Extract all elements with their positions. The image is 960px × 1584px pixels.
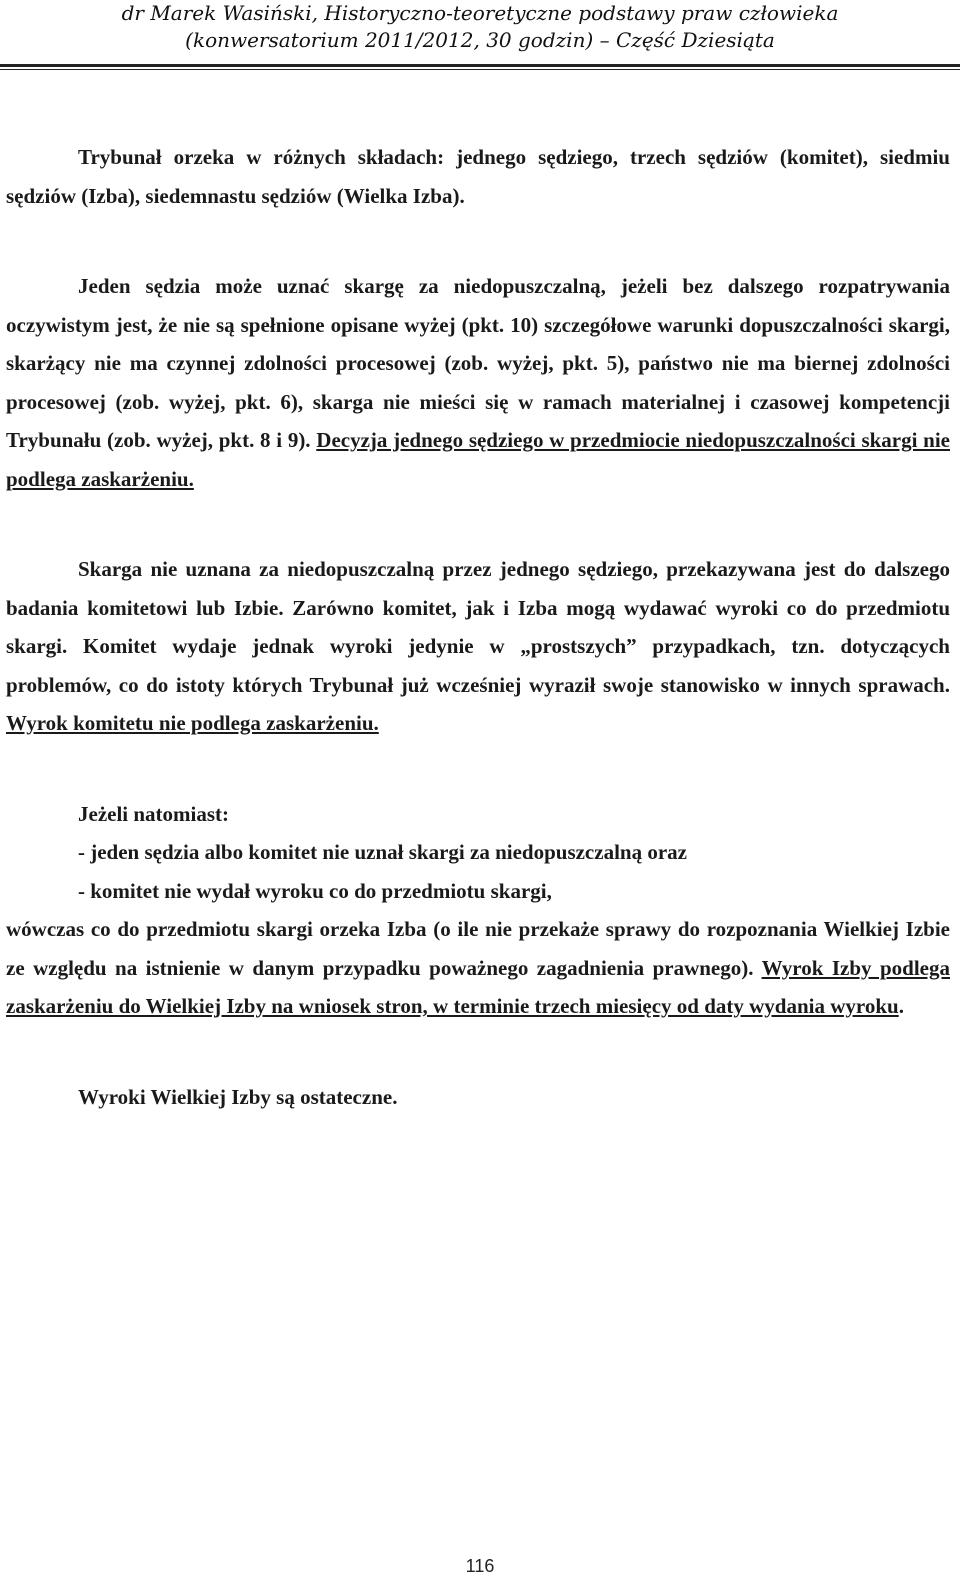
paragraph-spacer (6, 498, 950, 550)
condition-item: - jeden sędzia albo komitet nie uznał skargi za niedopuszczalną oraz (78, 840, 687, 864)
document-body (6, 138, 950, 1116)
header-divider (0, 64, 960, 67)
paragraph-text: Jeden sędzia może uznać skargę za niedopuszczalną, jeżeli bez dalszego rozpatrywania oczywistym jest, że nie są spełnione opisane wyżej (pkt. 10) szczegółowe warunki dopuszczalności skargi, skarżący nie ma czynnej zdolności procesowej (zob. wyżej, pkt. 5), państwo nie ma biernej zdolności procesowej (zob. wyżej, pkt. 6), skarga nie mieści się w ramach materialnej i czasowej kompetencji Trybunału (zob. wyżej, pkt. 8 i 9). (6, 274, 950, 452)
header-divider-thin (0, 69, 960, 70)
paragraph-grand-chamber: Wyroki Wielkiej Izby są ostateczne. (78, 1084, 398, 1109)
paragraph-text: Skarga nie uznana za niedopuszczalną przez jednego sędziego, przekazywana jest do dalszego badania komitetowi lub Izbie. Zarówno komitet, jak i Izba mogą wydawać wyroki co do przedmiotu skargi. Komitet wydaje jednak wyroki jedynie w „prostszych” przypadkach, tzn. dotyczących problemów, co do istoty których Trybunał już wcześniej wyraził swoje stanowisko w innych sprawach. (6, 557, 950, 697)
conditions-intro: Jeżeli natomiast: (78, 801, 230, 826)
paragraph-single-judge (6, 267, 950, 498)
underlined-statement: Wyrok komitetu nie podlega zaskarżeniu. (6, 711, 379, 735)
paragraph-spacer (6, 215, 950, 267)
paragraph-text: wówczas co do przedmiotu skargi orzeka Izba (o ile nie przekaże sprawy do rozpoznania Wielkiej Izbie ze względu na istnienie w danym przypadku poważnego zagadnienia prawnego). (6, 917, 950, 980)
header-author-title: dr Marek Wasiński, Historyczno-teoretyczne podstawy praw człowieka (121, 1, 839, 25)
page-number: 116 (465, 1556, 495, 1576)
header-course-info: (konwersatorium 2011/2012, 30 godzin) – Część Dziesiąta (185, 28, 775, 52)
paragraph-spacer (6, 743, 950, 795)
paragraph-spacer (6, 1026, 950, 1078)
paragraph-court-compositions: Trybunał orzeka w różnych składach: jednego sędziego, trzech sędziów (komitet), siedmiu sędziów (Izba), siedemnastu sędziów (Wielka Izba). (6, 145, 950, 208)
paragraph-chamber (6, 910, 950, 1026)
condition-item: - komitet nie wydał wyroku co do przedmiotu skargi, (78, 878, 552, 903)
page-header (0, 0, 960, 66)
paragraph-committee (6, 550, 950, 743)
underlined-statement: Wyrok Izby podlega zaskarżeniu do Wielkiej Izby na wniosek stron, w terminie trzech miesięcy od daty wydania wyroku (6, 955, 951, 1018)
paragraph-tail: . (898, 994, 904, 1018)
underlined-statement: Decyzja jednego sędziego w przedmiocie niedopuszczalności skargi nie podlega zaskarżeniu. (6, 428, 950, 491)
